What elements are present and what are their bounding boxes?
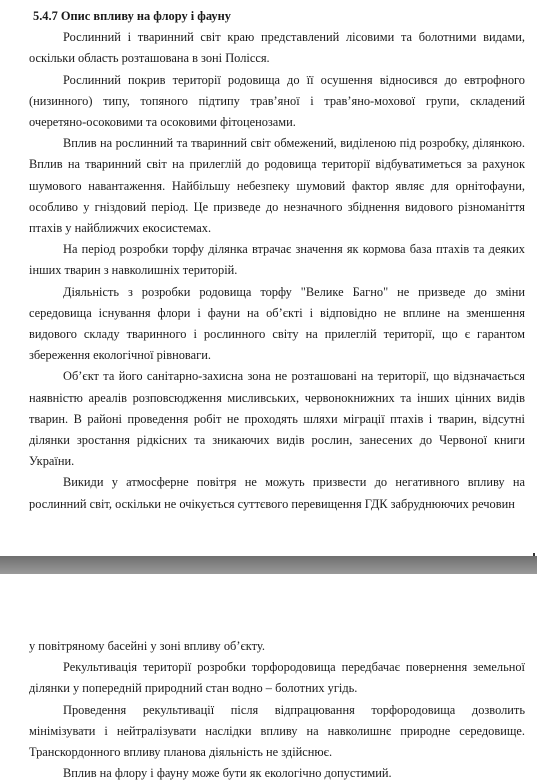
paragraph: Вплив на флору і фауну може бути як екологічно допустимий. bbox=[63, 766, 392, 781]
paragraph: На період розробки торфу ділянка втрачає значення як кормова база птахів та деяких інших тварин з навколишніх територій. bbox=[29, 242, 525, 278]
paragraph: Об’єкт та його санітарно-захисна зона не розташовані на території, що відзначається наявністю ареалів розповсюдження мисливських, червонокнижних та інших цінних видів тварин. В районі проведення робіт не проходять шляхи міграції птахів і тварин, відсутні ділянки зростання рідкісних та зникаючих видів рослин, занесених до Червоної книги України. bbox=[29, 369, 525, 469]
paragraph: Рекультивація території розробки торфородовища передбачає повернення земельної ділянки у попередній природний стан водно – болотних угідь. bbox=[29, 660, 525, 696]
paragraph: Вплив на рослинний та тваринний світ обмежений, виділеною під розробку, ділянкою. Вплив на тваринний світ на прилеглій до родовища території відбуватиметься за рахунок шумового навантаження. Найбільшу небезпеку шумовий фактор являє для орнітофауни, особливо у гніздовий період. Це призведе до незначного збіднення видового різноманіття птахів у найближчих екосистемах. bbox=[29, 136, 525, 236]
paragraph-continuation: у повітряному басейні у зоні впливу об’єкту. bbox=[29, 639, 265, 653]
page-1-text bbox=[29, 6, 525, 515]
paragraph: Рослинний покрив території родовища до її осушення відносився до евтрофного (низинного) типу, топяного підтипу трав’яної і трав’яно-мохової групи, складений очеретяно-осоковими та осоковими фітоценозами. bbox=[29, 72, 525, 130]
paragraph: Рослинний і тваринний світ краю представлений лісовими та болотними видами, оскільки область розташована в зоні Полісся. bbox=[29, 30, 525, 66]
paragraph: Діяльність з розробки родовища торфу "Велике Багно" не призведе до зміни середовища існування флори і фауни на об’єкті і відповідно не вплине на зменшення видового складу тваринного і рослинного світу на прилеглій території, що є гарантом збереження екологічної рівноваги. bbox=[29, 284, 525, 363]
page-separator bbox=[0, 556, 537, 574]
paragraph: Проведення рекультивації після відпрацювання торфородовища дозволить мінімізувати і нейтралізувати наслідки впливу на навколишнє природне середовище. Транскордонного впливу планова діяльність не здійснює. bbox=[29, 702, 525, 760]
paragraph: Викиди у атмосферне повітря не можуть призвести до негативного впливу на рослинний світ, оскільки не очікується суттєвого перевищення ГДК забруднюючих речовин bbox=[29, 475, 525, 511]
page-2-text bbox=[29, 636, 525, 784]
document-page-2 bbox=[0, 574, 537, 783]
section-heading: 5.4.7 Опис впливу на флору і фауну bbox=[33, 9, 231, 23]
